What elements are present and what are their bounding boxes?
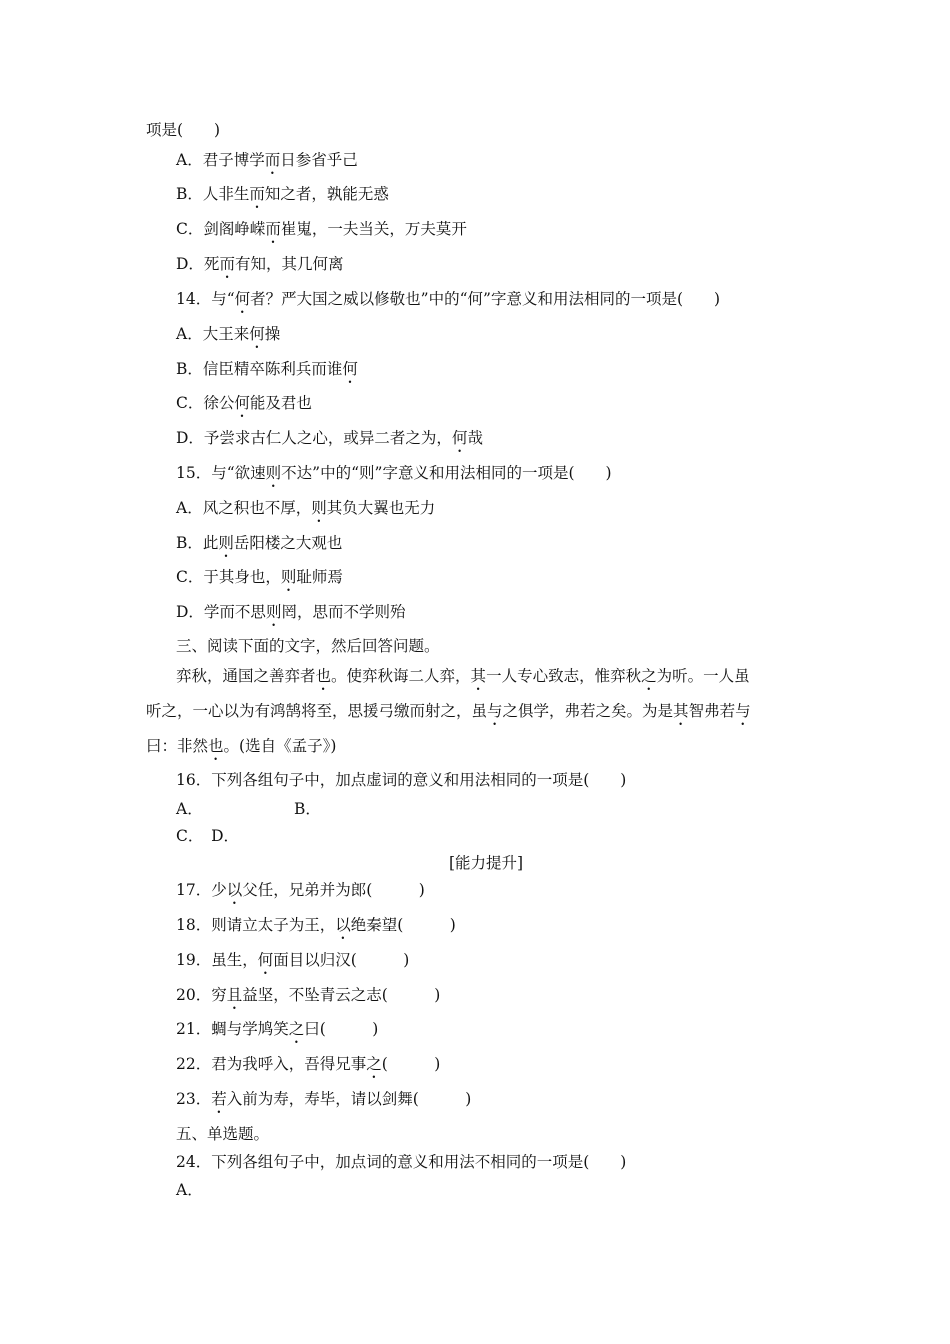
option-14-d (176, 428, 483, 456)
text-segment: A．大王来 (176, 325, 250, 343)
option-14-b (176, 359, 358, 387)
text-segment: 弈秋，通国之善弈者 (176, 667, 316, 685)
option-13-d (176, 254, 343, 282)
text-segment: 一人专心致志，惟弈秋 (486, 667, 642, 685)
emphasized-char: 则 (218, 534, 234, 552)
option-24-a (176, 1180, 203, 1200)
option-16-b (294, 799, 321, 819)
emphasized-char: 若 (211, 1090, 227, 1108)
emphasized-char: 何 (234, 394, 250, 412)
emphasized-char: 以 (335, 916, 351, 934)
text-segment: C．于其身也， (176, 568, 281, 586)
text-segment: 24．下列各组句子中，加点词的意义和用法不相同的一项是( ) (176, 1153, 627, 1171)
text-segment: 能及君也 (249, 394, 312, 412)
text-segment: 21．蜩与学鸠笑 (176, 1020, 289, 1038)
question-16 (176, 770, 626, 790)
text-segment: 23． (176, 1090, 212, 1108)
text-segment: B．信臣精卒陈利兵而谁 (176, 360, 343, 378)
text-segment: 16．下列各组句子中，加点虚词的意义和用法相同的一项是( ) (176, 771, 627, 789)
option-16-cd (176, 826, 239, 846)
section-ability-heading (449, 853, 523, 873)
question-17 (176, 880, 425, 908)
text-segment: 曰：非然 (146, 737, 209, 755)
text-segment: D．予尝求古仁人之心，或异二者之为， (176, 429, 452, 447)
emphasized-char: 而 (264, 151, 281, 169)
emphasized-char: 以 (226, 881, 243, 899)
text-segment: 智弗若 (688, 702, 736, 720)
emphasized-char: 则 (265, 464, 282, 482)
text-segment: B． (294, 800, 321, 818)
emphasized-char: 与 (487, 702, 503, 720)
text-segment: C． D． (176, 827, 240, 845)
emphasized-char: 而 (265, 220, 281, 238)
option-15-c (176, 567, 343, 595)
emphasized-char: 何 (257, 951, 274, 969)
text-segment: 22．君为我呼入，吾得兄事 (176, 1055, 367, 1073)
option-16-a (176, 799, 203, 819)
section-5-heading (176, 1124, 269, 1144)
question-20 (176, 985, 440, 1013)
option-14-a (176, 324, 280, 352)
text-segment: 不达”中的“则”字意义和用法相同的一项是( ) (281, 464, 612, 482)
text-segment: 岳阳楼之大观也 (233, 534, 343, 552)
text-segment: 有知，其几何离 (234, 255, 344, 273)
option-14-c (176, 393, 312, 421)
question-23 (176, 1089, 471, 1117)
text-segment: 17．少 (176, 881, 227, 899)
emphasized-char: 之 (288, 1020, 305, 1038)
text-segment: C．徐公 (176, 394, 235, 412)
text-segment: 入前为寿，寿毕，请以剑舞( ) (226, 1090, 472, 1108)
passage-line-1 (176, 666, 750, 694)
emphasized-char: 何 (234, 290, 251, 308)
text-segment: 为听。一人虽 (656, 667, 750, 685)
text-segment: ( ) (381, 1055, 441, 1073)
text-line-13-stem-tail (146, 120, 220, 140)
question-21 (176, 1019, 378, 1047)
text-segment: 项是( ) (146, 121, 221, 139)
text-segment: 父任，兄弟并为郎( ) (242, 881, 425, 899)
text-segment: 崔嵬，一夫当关，万夫莫开 (280, 220, 467, 238)
question-19 (176, 950, 409, 978)
question-14 (176, 289, 720, 317)
option-15-b (176, 533, 342, 561)
emphasized-char: 而 (249, 185, 265, 203)
emphasized-char: 何 (249, 325, 265, 343)
passage-line-2 (146, 701, 751, 729)
text-segment: 19．虽生， (176, 951, 258, 969)
text-segment: A．君子博学 (176, 151, 265, 169)
text-segment: 18．则请立太子为王， (176, 916, 336, 934)
option-13-c (176, 219, 467, 247)
emphasized-char: 与 (735, 702, 751, 720)
emphasized-char: 则 (280, 568, 297, 586)
text-segment: 14．与“ (176, 290, 235, 308)
question-24 (176, 1152, 626, 1172)
text-segment: 益坚，不坠青云之志( ) (242, 986, 441, 1004)
question-22 (176, 1054, 440, 1082)
text-segment: 其负大翼也无力 (326, 499, 436, 517)
emphasized-char: 则 (265, 603, 282, 621)
emphasized-char: 何 (342, 360, 358, 378)
text-segment: D．死 (176, 255, 220, 273)
question-18 (176, 915, 456, 943)
emphasized-char: 其 (470, 667, 487, 685)
text-segment: 。(选自《孟子》) (223, 737, 337, 755)
text-segment: 知之者，孰能无惑 (264, 185, 389, 203)
option-13-b (176, 184, 389, 212)
section-3-heading (176, 636, 440, 656)
text-segment: B．此 (176, 534, 219, 552)
text-segment: 绝秦望( ) (350, 916, 456, 934)
text-segment: 耻师焉 (296, 568, 343, 586)
text-segment: 三、阅读下面的文字，然后回答问题。 (176, 637, 440, 655)
text-segment: D．学而不思 (176, 603, 266, 621)
text-segment: A． (176, 1181, 203, 1199)
emphasized-char: 其 (673, 702, 689, 720)
question-15 (176, 463, 612, 491)
emphasized-char: 而 (219, 255, 235, 273)
emphasized-char: 之 (366, 1055, 382, 1073)
text-segment: 日参省乎己 (280, 151, 358, 169)
text-segment: 操 (264, 325, 281, 343)
text-segment: 20．穷 (176, 986, 227, 1004)
option-15-a (176, 498, 435, 526)
option-15-d (176, 602, 405, 630)
text-segment: 罔，思而不学则殆 (281, 603, 406, 621)
emphasized-char: 何 (451, 429, 468, 447)
text-segment: A． (176, 800, 203, 818)
text-segment: C．剑阁峥嵘 (176, 220, 266, 238)
text-segment: 之俱学，弗若之矣。为是 (502, 702, 674, 720)
emphasized-char: 且 (226, 986, 243, 1004)
emphasized-char: 则 (311, 499, 327, 517)
option-13-a (176, 150, 358, 178)
text-segment: 哉 (467, 429, 483, 447)
text-segment: 15．与“欲速 (176, 464, 266, 482)
text-segment: 。使弈秋诲二人弈， (331, 667, 471, 685)
text-segment: 听之，一心以为有鸿鹄将至，思援弓缴而射之，虽 (146, 702, 488, 720)
emphasized-char: 也 (315, 667, 332, 685)
text-segment: 曰( ) (304, 1020, 379, 1038)
emphasized-char: 之 (641, 667, 657, 685)
text-segment: 五、单选题。 (176, 1125, 270, 1143)
passage-line-3 (146, 736, 336, 764)
text-segment: [能力提升] (449, 854, 524, 872)
text-segment: 者？严大国之威以修敬也”中的“何”字意义和用法相同的一项是( ) (250, 290, 721, 308)
text-segment: A．风之积也不厚， (176, 499, 312, 517)
emphasized-char: 也 (208, 737, 224, 755)
text-segment: B．人非生 (176, 185, 250, 203)
text-segment: 面目以归汉( ) (273, 951, 410, 969)
